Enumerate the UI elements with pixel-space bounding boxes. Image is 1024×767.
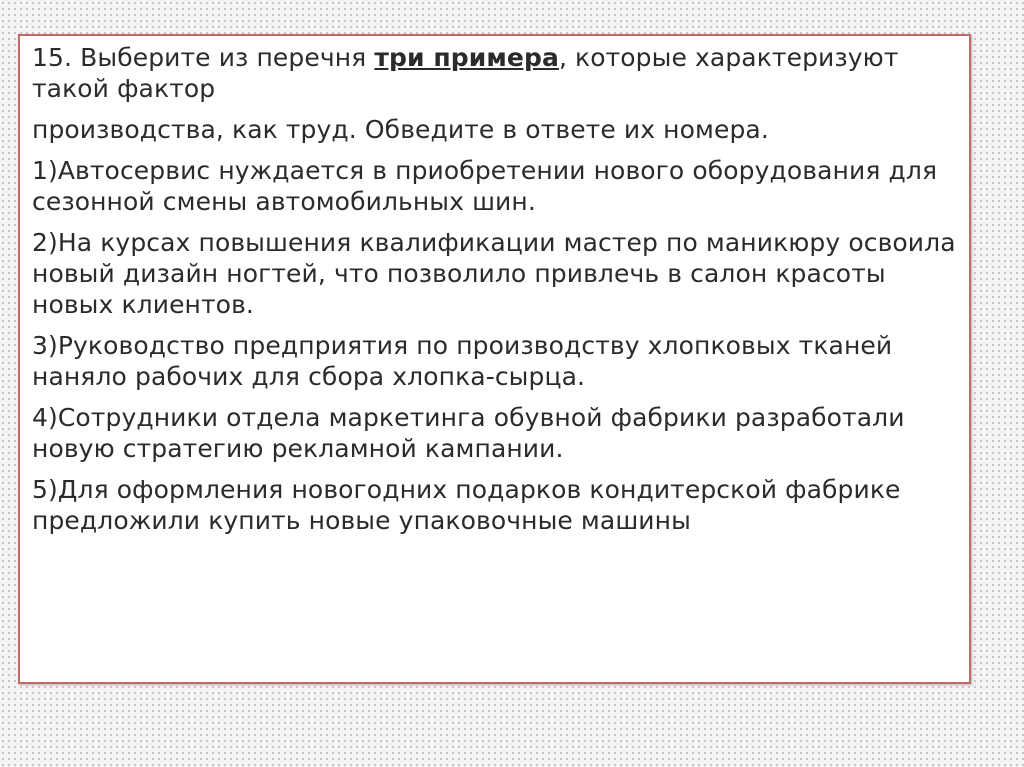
- question-prompt: [32, 42, 957, 104]
- slide-card: [18, 34, 971, 684]
- question-instruction: производства, как труд. Обведите в ответе их номера.: [32, 115, 769, 144]
- question-emphasis: три примера: [374, 43, 559, 72]
- answer-option-2: 2)На курсах повышения квалификации мастер по маникюру освоила новый дизайн ногтей, что позволило привлечь в салон красоты новых клиентов.: [32, 228, 956, 319]
- answer-option-4: 4)Сотрудники отдела маркетинга обувной фабрики разработали новую стратегию рекламной кампании.: [32, 403, 905, 463]
- question-prompt-start: 15. Выберите из перечня: [32, 43, 375, 72]
- answer-option-5: 5)Для оформления новогодних подарков кондитерской фабрике предложили купить новые упаковочные машины: [32, 475, 901, 535]
- answer-option-3: 3)Руководство предприятия по производству хлопковых тканей наняло рабочих для сбора хлопка-сырца.: [32, 331, 893, 391]
- question-prompt-end: , которые характеризуют такой фактор: [32, 43, 899, 103]
- question-text-block: [32, 42, 957, 546]
- answer-option-1: 1)Автосервис нуждается в приобретении нового оборудования для сезонной смены автомобильных шин.: [32, 156, 938, 216]
